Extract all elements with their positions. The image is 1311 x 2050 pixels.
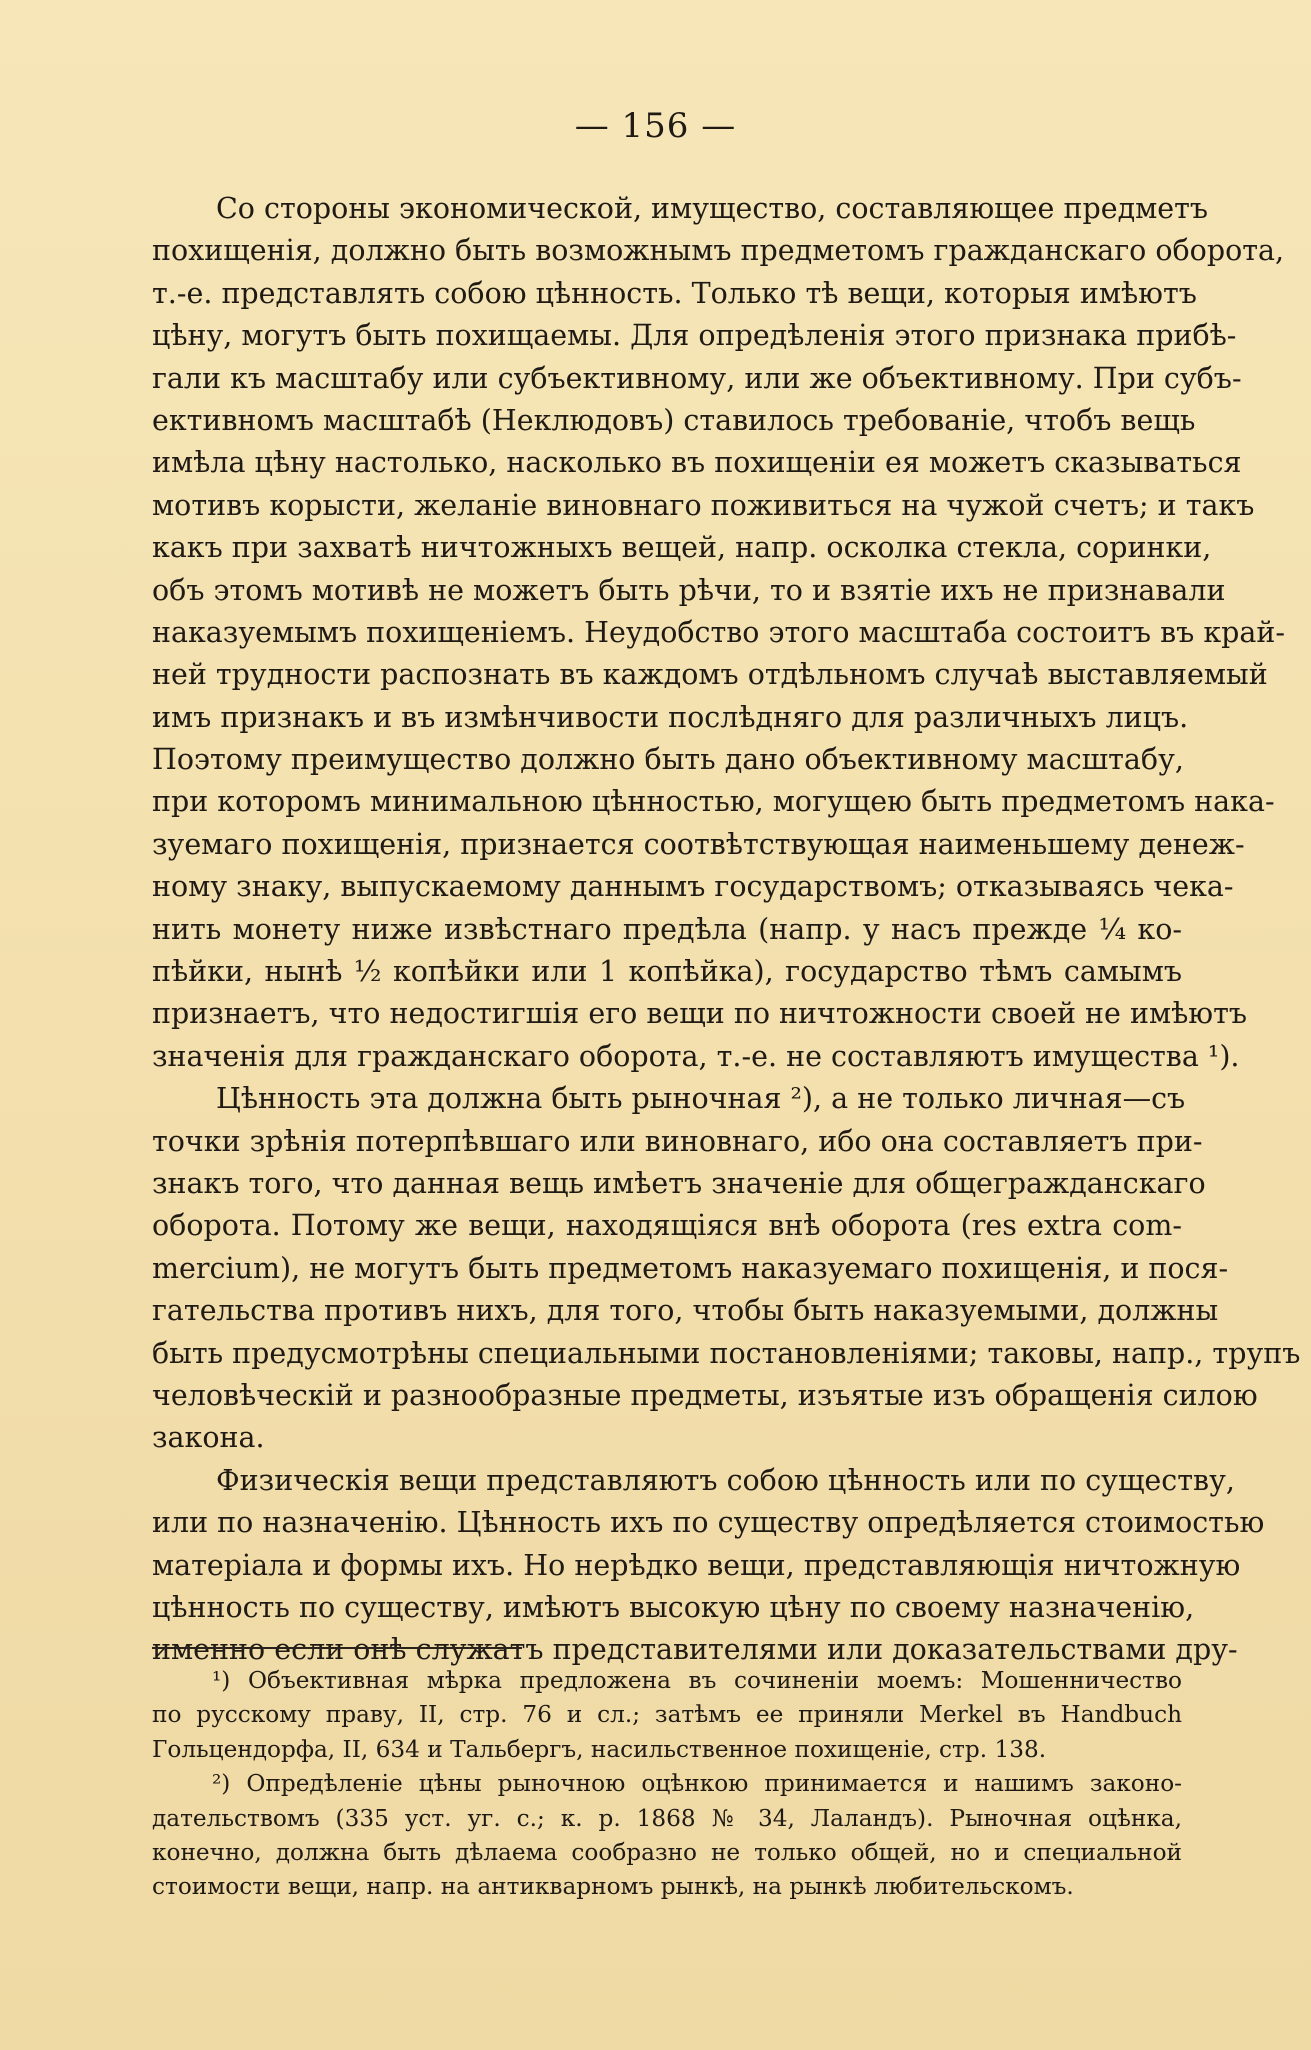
- footnotes: [152, 1664, 1182, 1905]
- text-line: признаетъ, что недостигшія его вещи по ничтожности своей не имѣютъ: [152, 997, 1248, 1031]
- footnote-line: по русскому праву, II, стр. 76 и сл.; затѣмъ ее приняли Merkel въ Handbuch: [152, 1701, 1182, 1729]
- footnote-line: Гольцендорфа, II, 634 и Тальбергъ, насильственное похищеніе, стр. 138.: [152, 1735, 1047, 1763]
- text-line: какъ при захватѣ ничтожныхъ вещей, напр. осколка стекла, соринки,: [152, 531, 1212, 565]
- text-line: человѣческій и разнообразные предметы, изъятые изъ обращенія силою: [152, 1378, 1258, 1412]
- text-line: или по назначенію. Цѣнность ихъ по существу опредѣляется стоимостью: [152, 1506, 1265, 1540]
- text-line: пѣйки, нынѣ ½ копѣйки или 1 копѣйка), государство тѣмъ самымъ: [152, 955, 1182, 989]
- text-line: оборота. Потому же вещи, находящіяся внѣ оборота (res extra com-: [152, 1209, 1182, 1243]
- text-line: знакъ того, что данная вещь имѣетъ значеніе для общегражданскаго: [152, 1166, 1206, 1200]
- text-line: Цѣнность эта должна быть рыночная ²), а не только личная—съ: [216, 1082, 1186, 1116]
- footnote: [152, 1664, 1182, 1767]
- paragraph: [152, 1460, 1265, 1672]
- footnote-line: дательствомъ (335 уст. уг. с.; к. р. 1868 № 34, Лаландъ). Рыночная оцѣнка,: [152, 1804, 1182, 1832]
- text-line: ному знаку, выпускаемому даннымъ государствомъ; отказываясь чека-: [152, 870, 1234, 904]
- text-line: ней трудности распознать въ каждомъ отдѣльномъ случаѣ выставляемый: [152, 658, 1268, 692]
- text-line: цѣну, могутъ быть похищаемы. Для опредѣленія этого признака прибѣ-: [152, 319, 1237, 353]
- text-line: мотивъ корысти, желаніе виновнаго поживиться на чужой счетъ; и такъ: [152, 488, 1255, 522]
- footnote-divider: [152, 1647, 522, 1649]
- text-line: mercium), не могутъ быть предметомъ наказуемаго похищенія, и пося-: [152, 1251, 1229, 1285]
- text-line: Со стороны экономической, имущество, составляющее предметъ: [216, 192, 1209, 225]
- text-line: имъ признакъ и въ измѣнчивости послѣдняго для различныхъ лицъ.: [152, 700, 1189, 734]
- text-line: быть предусмотрѣны специальными постановленіями; таковы, напр., трупъ: [152, 1336, 1301, 1370]
- footnote-line: ²) Опредѣленіе цѣны рыночною оцѣнкою принимается и нашимъ законо-: [212, 1770, 1182, 1798]
- text-line: Поэтому преимущество должно быть дано объективному масштабу,: [152, 743, 1184, 777]
- text-line: значенія для гражданскаго оборота, т.-е. не составляютъ имущества ¹).: [152, 1039, 1240, 1073]
- text-line: гали къ масштабу или субъективному, или же объективному. При субъ-: [152, 361, 1242, 395]
- text-line: цѣнность по существу, имѣютъ высокую цѣну по своему назначенію,: [152, 1590, 1195, 1624]
- text-line: объ этомъ мотивѣ не можетъ быть рѣчи, то и взятіе ихъ не признавали: [152, 573, 1226, 607]
- text-line: похищенія, должно быть возможнымъ предметомъ гражданскаго оборота,: [152, 234, 1285, 268]
- footnote-line: конечно, должна быть дѣлаема сообразно не только общей, но и специальной: [152, 1838, 1182, 1866]
- main-text: [152, 188, 1301, 1672]
- paragraph: [152, 188, 1286, 1078]
- footnote-line: стоимости вещи, напр. на антикварномъ рынкѣ, на рынкѣ любительскомъ.: [152, 1873, 1074, 1901]
- text-line: имѣла цѣну настолько, насколько въ похищеніи ея можетъ сказываться: [152, 446, 1242, 480]
- paragraph: [152, 1078, 1301, 1460]
- footnote-line: ¹) Объективная мѣрка предложена въ сочиненіи моемъ: Мошенничество: [212, 1667, 1182, 1694]
- text-line: матеріала и формы ихъ. Но нерѣдко вещи, представляющія ничтожную: [152, 1548, 1241, 1582]
- footnote: [152, 1767, 1182, 1905]
- text-line: Физическія вещи представляютъ собою цѣнность или по существу,: [216, 1463, 1235, 1497]
- text-line: наказуемымъ похищеніемъ. Неудобство этого масштаба состоитъ въ край-: [152, 615, 1286, 649]
- text-line: точки зрѣнія потерпѣвшаго или виновнаго, ибо она составляетъ при-: [152, 1124, 1203, 1158]
- text-line: нить монету ниже извѣстнаго предѣла (напр. у насъ прежде ¼ ко-: [152, 912, 1182, 946]
- text-line: т.-е. представлять собою цѣнность. Только тѣ вещи, которыя имѣютъ: [152, 276, 1197, 310]
- text-line: ективномъ масштабѣ (Неклюдовъ) ставилось требованіе, чтобъ вещь: [152, 403, 1196, 437]
- text-line: при которомъ минимальною цѣнностью, могущею быть предметомъ нака-: [152, 785, 1275, 819]
- text-line: зуемаго похищенія, признается соотвѣтствующая наименьшему денеж-: [152, 827, 1245, 861]
- text-line: закона.: [152, 1421, 265, 1455]
- text-line: именно если онѣ служатъ представителями или доказательствами дру-: [152, 1633, 1238, 1667]
- text-line: гательства противъ нихъ, для того, чтобы быть наказуемыми, должны: [152, 1294, 1219, 1328]
- page-number: — 156 —: [574, 106, 737, 146]
